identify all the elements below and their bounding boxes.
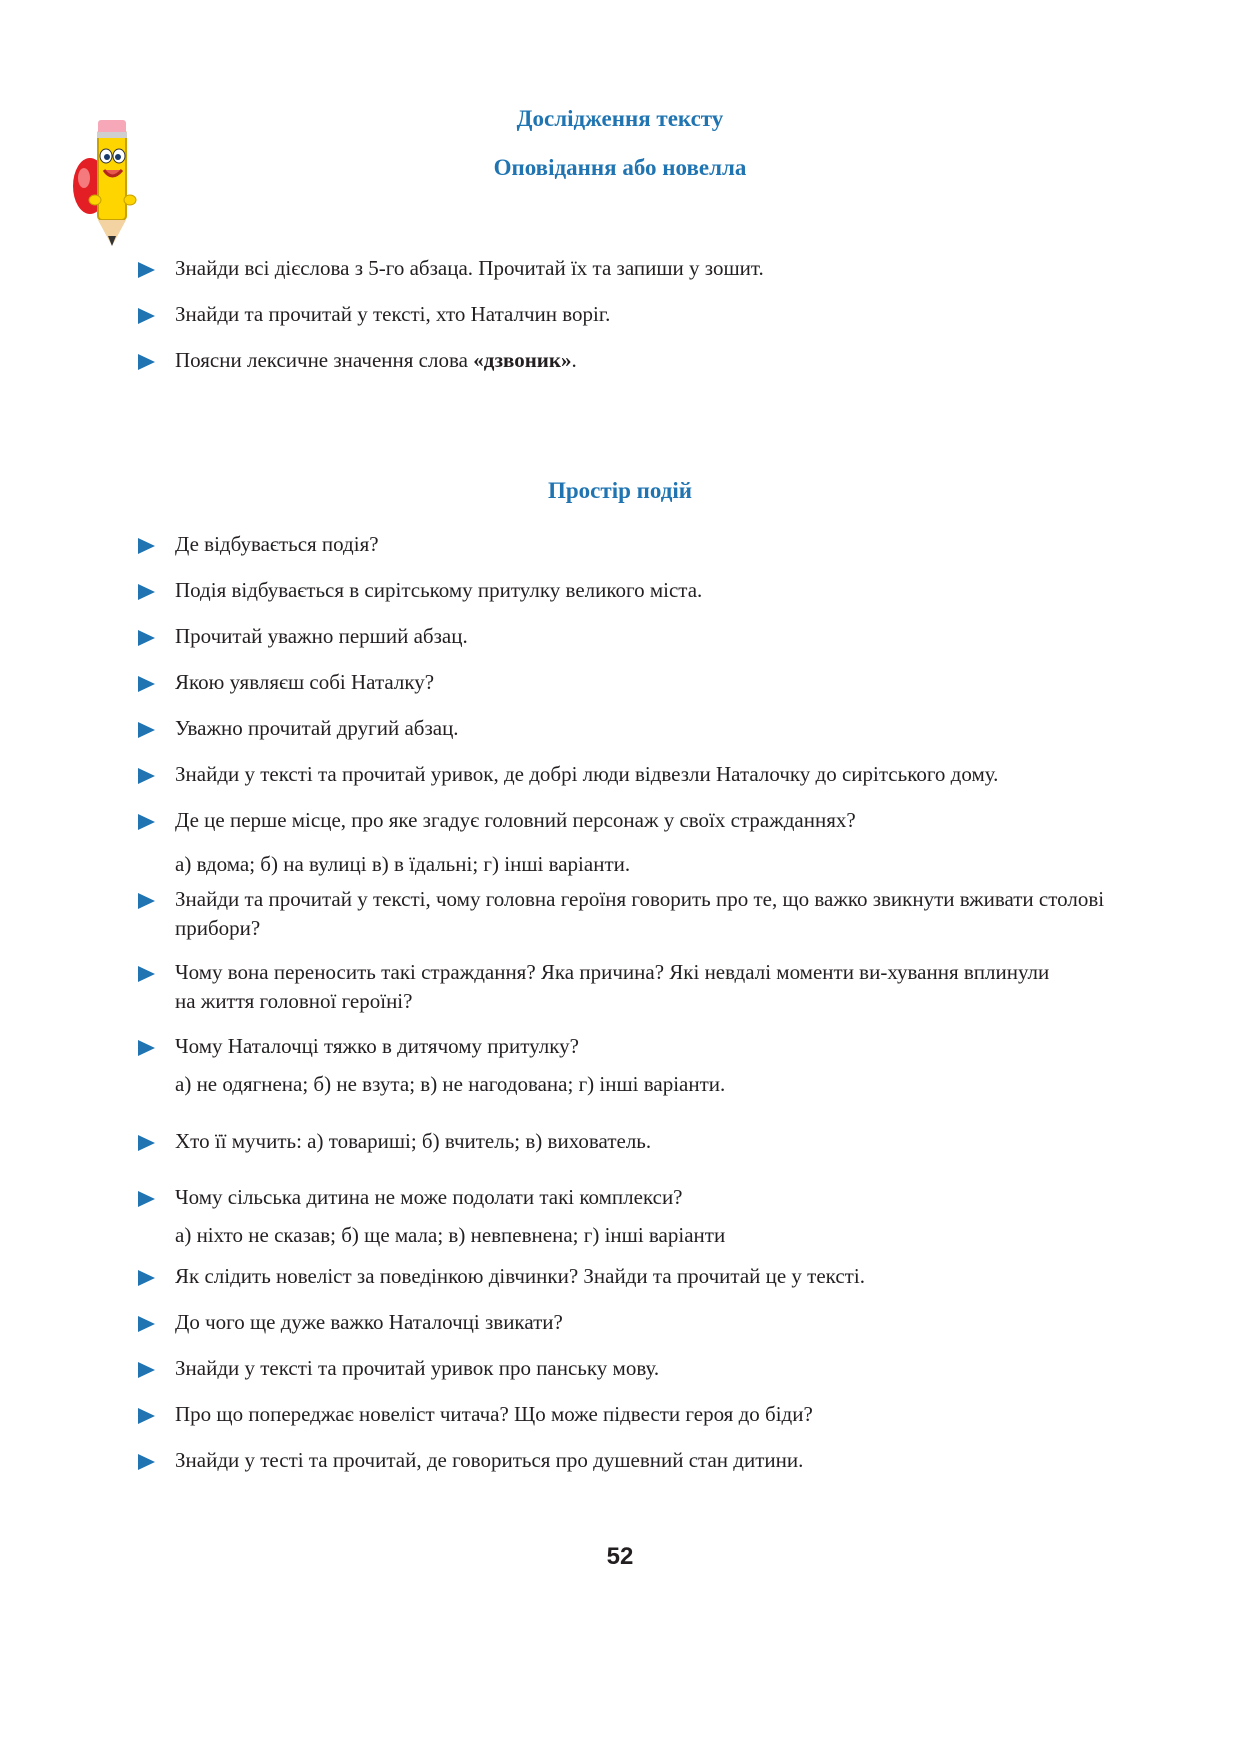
text-before: Поясни лексичне значення слова — [175, 348, 474, 372]
list-item-text: Знайди та прочитай у тексті, чому головна героїня говорить про те, що важко звикнути вживати столові прибори? — [175, 887, 1105, 940]
bullet-arrow-icon — [138, 1362, 155, 1378]
bullet-arrow-icon — [138, 814, 155, 830]
list-item-text: Де це перше місце, про яке згадує головний персонаж у своїх стражданнях? — [175, 808, 856, 832]
answer-options: а) не одягнена; б) не взута; в) не нагодована; г) інші варіанти. — [175, 1072, 726, 1096]
bullet-arrow-icon — [138, 1135, 155, 1151]
bullet-arrow-icon — [138, 308, 155, 324]
page-number: 52 — [606, 1543, 634, 1570]
answer-options: а) ніхто не сказав; б) ще мала; в) невпевнена; г) інші варіанти — [175, 1223, 726, 1247]
list-item-text: Чому вона переносить такі страждання? Яка причина? Які невдалі моменти ви-хування вплинули на життя головної героїні? — [175, 960, 1050, 1013]
heading-text-research: Дослідження тексту — [516, 106, 724, 131]
bullet-arrow-icon — [138, 676, 155, 692]
text-after: . — [571, 348, 577, 372]
bullet-arrow-icon — [138, 966, 155, 982]
bullet-arrow-icon — [138, 262, 155, 278]
bullet-arrow-icon — [138, 1454, 155, 1470]
list-item-text: До чого ще дуже важко Наталочці звикати? — [175, 1310, 563, 1334]
bold-word: «дзвоник» — [473, 348, 572, 372]
list-item-text: Про що попереджає новеліст читача? Що може підвести героя до біди? — [175, 1402, 813, 1426]
list-item-text: Уважно прочитай другий абзац. — [175, 716, 459, 740]
answer-options: а) вдома; б) на вулиці в) в їдальні; г) інші варіанти. — [175, 852, 631, 876]
list-item-text: Якою уявляєш собі Наталку? — [175, 670, 435, 694]
list-item-text: Хто її мучить: а) товариші; б) вчитель; в) вихователь. — [175, 1129, 652, 1153]
bullet-arrow-icon — [138, 893, 155, 909]
bullet-arrow-icon — [138, 768, 155, 784]
list-item-text: Як слідить новеліст за поведінкою дівчинки? Знайди та прочитай це у тексті. — [175, 1264, 865, 1288]
bullet-arrow-icon — [138, 1270, 155, 1286]
bullet-arrow-icon — [138, 584, 155, 600]
list-item-text: Де відбувається подія? — [175, 532, 379, 556]
list-item-text: Подія відбувається в сирітському притулку великого міста. — [175, 578, 703, 602]
bullet-arrow-icon — [138, 354, 155, 370]
bullet-arrow-icon — [138, 630, 155, 646]
bullet-arrow-icon — [138, 1408, 155, 1424]
bullet-arrow-icon — [138, 1316, 155, 1332]
list-item-text: Знайди у тексті та прочитай уривок про панську мову. — [175, 1356, 660, 1380]
list-item-text: Знайди всі дієслова з 5-го абзаца. Прочитай їх та запиши у зошит. — [175, 256, 764, 280]
list-item-text: Знайди та прочитай у тексті, хто Наталчин ворiг. — [175, 302, 611, 326]
list-item-text: Знайди у тесті та прочитай, де говориться про душевний стан дитини. — [175, 1448, 804, 1472]
list-item-text — [175, 346, 1125, 375]
list-item-text: Чому сільська дитина не може подолати такі комплекси? — [175, 1185, 683, 1209]
heading-genre: Оповідання або новелла — [493, 155, 747, 180]
bullet-arrow-icon — [138, 1191, 155, 1207]
bullet-arrow-icon — [138, 1040, 155, 1056]
bullet-arrow-icon — [138, 722, 155, 738]
list-item-text: Прочитай уважно перший абзац. — [175, 624, 468, 648]
bullet-arrow-icon — [138, 538, 155, 554]
list-item-text: Знайди у тексті та прочитай уривок, де добрі люди відвезли Наталочку до сирітського дому. — [175, 762, 999, 786]
list-item-text: Чому Наталочці тяжко в дитячому притулку? — [175, 1034, 579, 1058]
heading-space-of-events: Простір подій — [548, 478, 692, 503]
